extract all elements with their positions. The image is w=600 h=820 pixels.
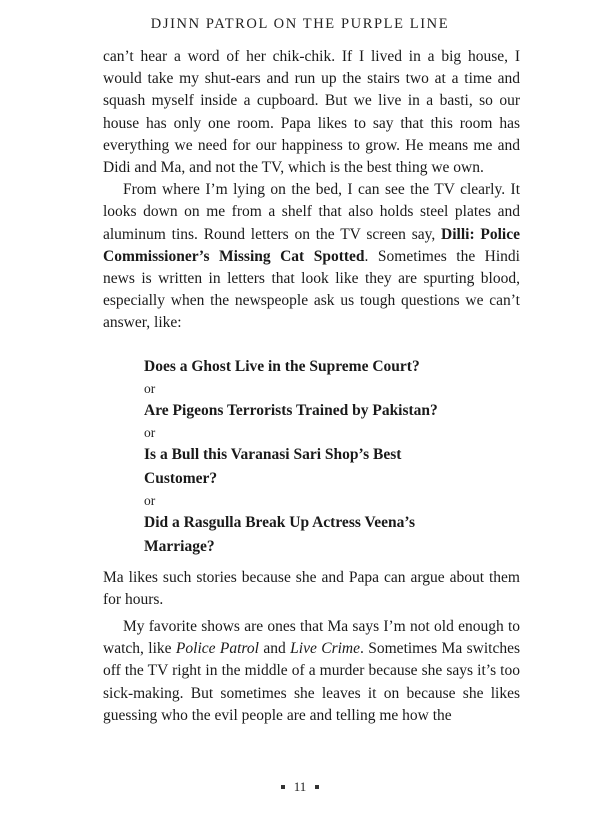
paragraph-4-b: and bbox=[258, 640, 291, 658]
headline-1: Does a Ghost Live in the Supreme Court? bbox=[144, 357, 420, 375]
paragraph-4 bbox=[103, 616, 520, 727]
show-title-1: Police Patrol bbox=[175, 640, 259, 658]
show-title-2: Live Crime bbox=[290, 640, 360, 658]
paragraph-4-a: My favorite shows are ones that Ma says I’m not old enough to watch, like bbox=[103, 618, 520, 658]
paragraph-2-start: From where I’m lying on the bed, I can see the TV clearly. It looks down on me from a shelf that also holds steel plates and aluminum tins. Round letters on the TV screen say, bbox=[103, 181, 520, 243]
separator-or-3: or bbox=[144, 492, 156, 508]
paragraph-1: can’t hear a word of her chik-chik. If I lived in a big house, I would take my shut-ears and run up the stairs two at a time and squash myself inside a cupboard. But we live in a basti, so our house has only one room. Papa likes to say that this room has everything we need for our happiness to grow. He means me and Didi and Ma, and not the TV, which is the best thing we own. bbox=[103, 48, 520, 177]
page-number: 11 bbox=[293, 779, 307, 794]
paragraph-2-end: . Sometimes the Hindi news is written in letters that look like they are spurting blood, especially when the newspeople ask us tough questions we can’t answer, like: bbox=[103, 247, 520, 332]
separator-or-1: or bbox=[144, 380, 156, 396]
headline-2: Are Pigeons Terrorists Trained by Pakistan? bbox=[144, 401, 438, 419]
paragraph-2 bbox=[103, 179, 520, 334]
bullet-dot-right-icon bbox=[315, 785, 319, 789]
headline-3: Is a Bull this Varanasi Sari Shop’s Best Customer? bbox=[144, 445, 402, 487]
separator-or-2: or bbox=[144, 424, 156, 440]
headline-4: Did a Rasgulla Break Up Actress Veena’s Marriage? bbox=[144, 513, 415, 555]
page-footer bbox=[0, 779, 600, 795]
body-text bbox=[103, 46, 520, 727]
bullet-dot-left-icon bbox=[281, 785, 285, 789]
running-head: DJINN PATROL ON THE PURPLE LINE bbox=[150, 16, 450, 32]
paragraph-3: Ma likes such stories because she and Papa can argue about them for hours. bbox=[103, 568, 520, 608]
paragraph-4-c: . Sometimes Ma switches off the TV right in the middle of a murder because she says it’s too sick-making. But sometimes she leaves it on because she likes guessing who the evil people are and telling me how the bbox=[103, 640, 520, 724]
tv-headline-bold: Dilli: Police Commissioner’s Missing Cat Spotted bbox=[103, 225, 520, 265]
headline-list bbox=[144, 355, 520, 559]
